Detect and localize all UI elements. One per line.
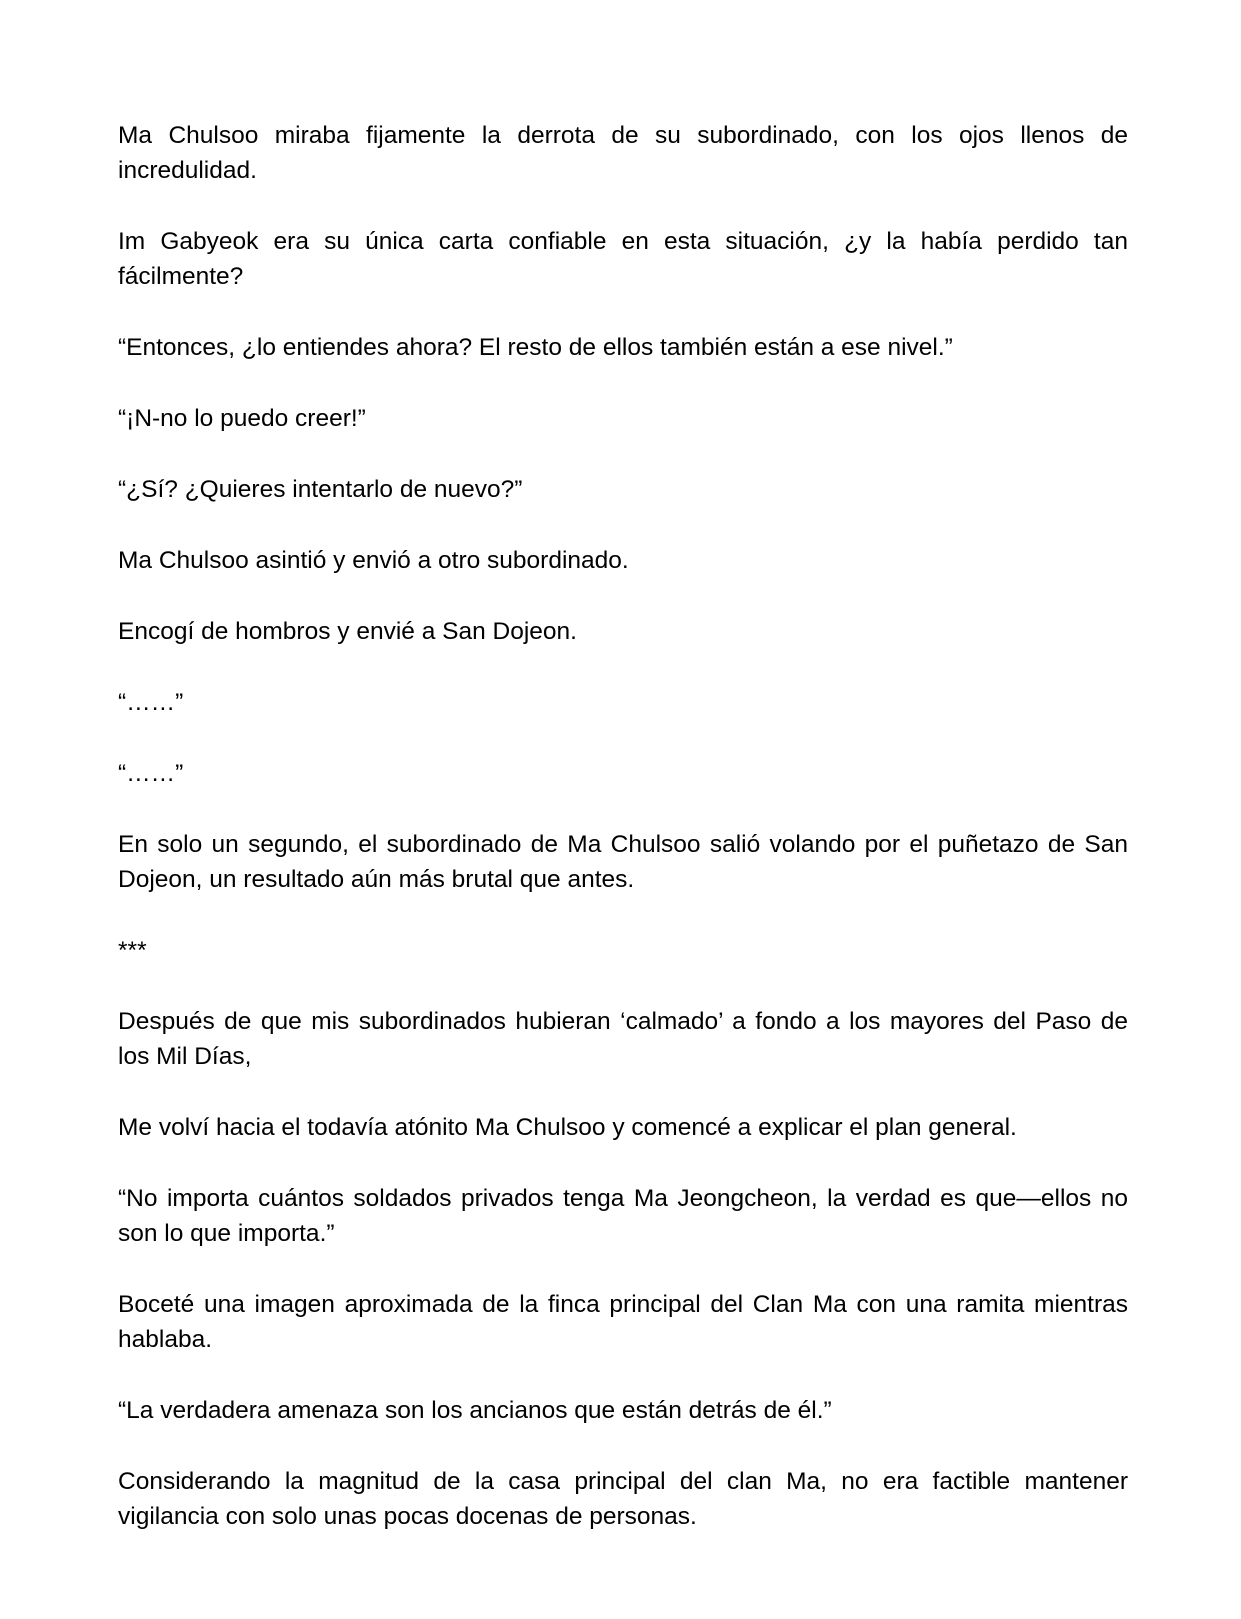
paragraph-4: “¡N-no lo puedo creer!” [118, 405, 366, 432]
paragraph-1: Ma Chulsoo miraba fijamente la derrota de su subordinado, con los ojos llenos de incredulidad. [118, 122, 1128, 184]
paragraph-5: “¿Sí? ¿Quieres intentarlo de nuevo?” [118, 476, 523, 503]
paragraph-15: “La verdadera amenaza son los ancianos que están detrás de él.” [118, 1397, 832, 1424]
paragraph-11: Después de que mis subordinados hubieran ‘calmado’ a fondo a los mayores del Paso de los Mil Días, [118, 1008, 1128, 1070]
paragraph-3: “Entonces, ¿lo entiendes ahora? El resto de ellos también están a ese nivel.” [118, 334, 953, 361]
paragraph-16: Considerando la magnitud de la casa principal del clan Ma, no era factible mantener vigilancia con solo unas pocas docenas de personas. [118, 1468, 1128, 1530]
paragraph-2: Im Gabyeok era su única carta confiable en esta situación, ¿y la había perdido tan fácilmente? [118, 228, 1128, 290]
paragraph-14: Boceté una imagen aproximada de la finca principal del Clan Ma con una ramita mientras hablaba. [118, 1291, 1128, 1353]
paragraph-12: Me volví hacia el todavía atónito Ma Chulsoo y comencé a explicar el plan general. [118, 1114, 1017, 1141]
paragraph-7: Encogí de hombros y envié a San Dojeon. [118, 618, 577, 645]
document-body [118, 118, 1128, 1570]
paragraph-6: Ma Chulsoo asintió y envió a otro subordinado. [118, 547, 629, 574]
paragraph-13: “No importa cuántos soldados privados tenga Ma Jeongcheon, la verdad es que—ellos no son lo que importa.” [118, 1185, 1128, 1247]
scene-break: *** [118, 937, 147, 964]
paragraph-8: “……” [118, 689, 184, 716]
paragraph-10: En solo un segundo, el subordinado de Ma Chulsoo salió volando por el puñetazo de San Dojeon, un resultado aún más brutal que antes. [118, 831, 1128, 893]
paragraph-9: “……” [118, 760, 184, 787]
